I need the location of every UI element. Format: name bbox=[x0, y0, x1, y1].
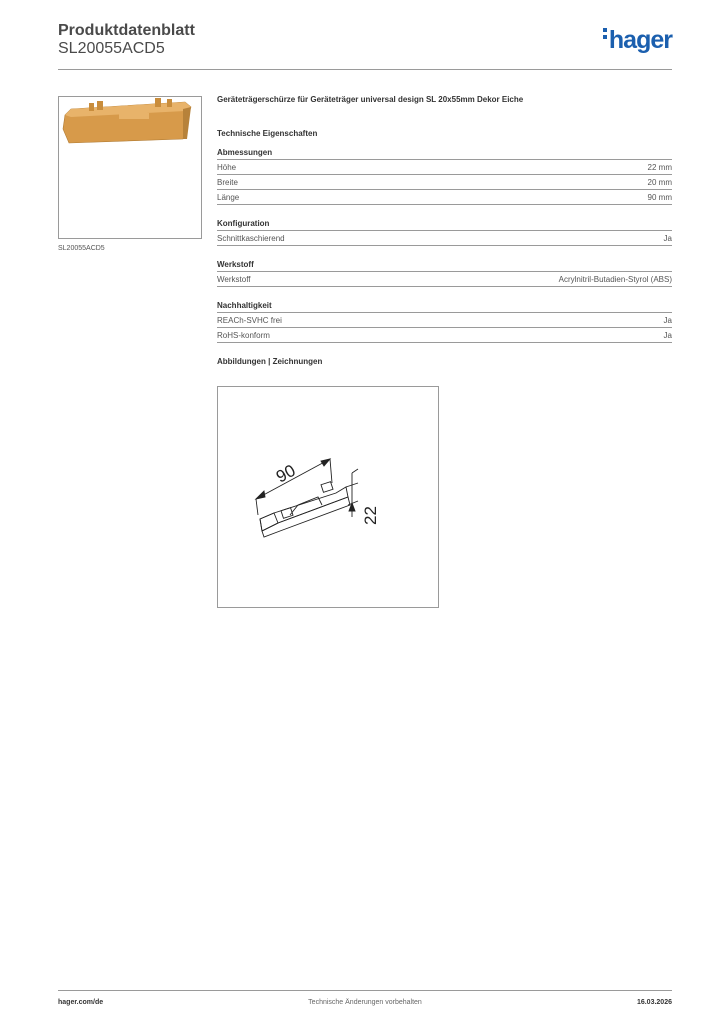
spec-group-title: Nachhaltigkeit bbox=[217, 301, 672, 313]
spec-value: Acrylnitril-Butadien-Styrol (ABS) bbox=[558, 275, 672, 284]
spec-group-material bbox=[217, 260, 672, 287]
dimension-height-label: 22 bbox=[361, 506, 380, 525]
spec-group-sustainability bbox=[217, 301, 672, 343]
spec-row bbox=[217, 190, 672, 205]
footer-date: 16.03.2026 bbox=[636, 999, 672, 1006]
spec-label: RoHS-konform bbox=[217, 331, 270, 340]
logo-colon-icon bbox=[603, 28, 607, 42]
spec-label: Schnittkaschierend bbox=[217, 234, 285, 243]
footer-disclaimer: Technische Änderungen vorbehalten bbox=[308, 999, 422, 1006]
page-footer bbox=[58, 990, 672, 1010]
spec-value: 90 mm bbox=[647, 193, 672, 202]
product-description: Geräteträgerschürze für Geräteträger universal design SL 20x55mm Dekor Eiche bbox=[217, 95, 524, 104]
spec-value: Ja bbox=[663, 331, 672, 340]
product-image bbox=[58, 96, 202, 239]
dimension-drawing-icon bbox=[218, 387, 438, 607]
logo-text: hager bbox=[608, 26, 672, 54]
spec-section bbox=[217, 95, 672, 374]
footer-website-link[interactable]: hager.com/de bbox=[58, 999, 104, 1006]
spec-value: Ja bbox=[663, 316, 672, 325]
spec-row bbox=[217, 272, 672, 287]
spec-row bbox=[217, 160, 672, 175]
product-image-caption: SL20055ACD5 bbox=[58, 245, 105, 252]
document-title: Produktdatenblatt bbox=[58, 22, 195, 39]
spec-value: 20 mm bbox=[647, 178, 672, 187]
spec-group-title: Werkstoff bbox=[217, 260, 672, 272]
spec-label: REACh-SVHC frei bbox=[217, 316, 282, 325]
spec-label: Höhe bbox=[217, 163, 237, 172]
spec-row bbox=[217, 231, 672, 246]
spec-label: Werkstoff bbox=[217, 275, 251, 284]
spec-group-dimensions bbox=[217, 148, 672, 205]
spec-row bbox=[217, 313, 672, 328]
spec-label: Breite bbox=[217, 178, 238, 187]
spec-group-configuration bbox=[217, 219, 672, 246]
technical-drawing bbox=[217, 386, 439, 608]
spec-group-title: Konfiguration bbox=[217, 219, 672, 231]
spec-group-title: Abmessungen bbox=[217, 148, 672, 160]
dimension-length-label: 90 bbox=[272, 460, 299, 487]
page-header bbox=[58, 22, 672, 70]
product-photo-icon bbox=[59, 97, 201, 238]
spec-row bbox=[217, 328, 672, 343]
tech-specs-heading: Technische Eigenschaften bbox=[217, 129, 318, 138]
gallery-heading: Abbildungen | Zeichnungen bbox=[217, 357, 323, 366]
product-code: SL20055ACD5 bbox=[58, 40, 165, 57]
hager-logo bbox=[603, 26, 672, 55]
spec-label: Länge bbox=[217, 193, 240, 202]
spec-row bbox=[217, 175, 672, 190]
spec-value: Ja bbox=[663, 234, 672, 243]
spec-value: 22 mm bbox=[647, 163, 672, 172]
